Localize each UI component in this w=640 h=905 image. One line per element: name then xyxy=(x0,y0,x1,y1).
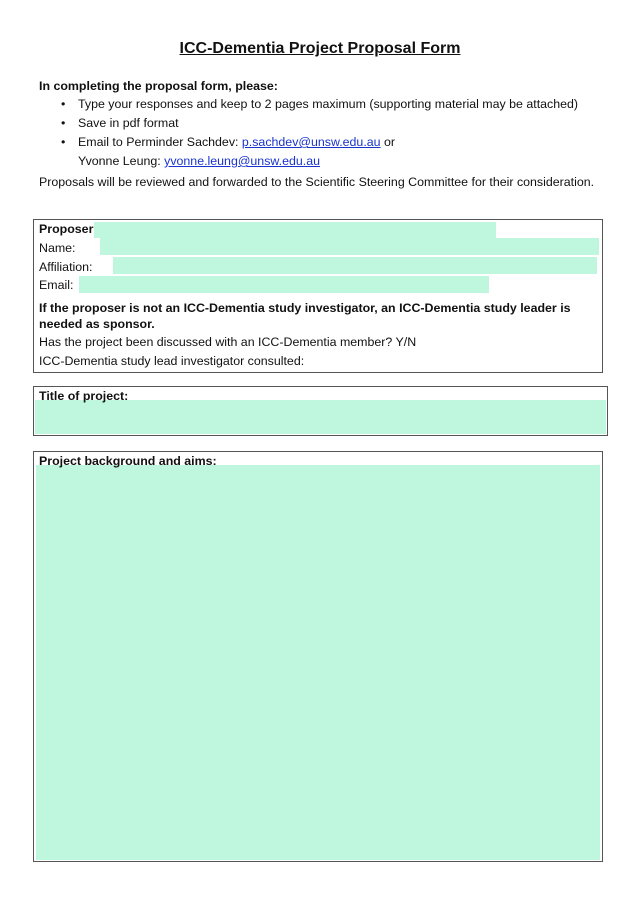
email-link-leung[interactable]: yvonne.leung@unsw.edu.au xyxy=(164,154,320,168)
name-label: Name: xyxy=(39,241,76,255)
background-input[interactable] xyxy=(36,465,600,860)
email-2-prefix-text: Yvonne Leung: xyxy=(78,154,165,168)
lead-consulted-label: ICC-Dementia study lead investigator consulted: xyxy=(39,354,305,368)
bullet-icon: • xyxy=(61,97,66,111)
background-label: Project background and aims: xyxy=(39,454,217,468)
project-title-label: Title of project: xyxy=(39,389,129,403)
instruction-item xyxy=(61,114,578,133)
project-title-box xyxy=(33,386,608,436)
instructions-list xyxy=(61,95,578,171)
instruction-text: Type your responses and keep to 2 pages maximum (supporting material may be attached) xyxy=(78,97,579,111)
sponsor-note: If the proposer is not an ICC-Dementia study investigator, an ICC-Dementia study leader is needed as sponsor. xyxy=(39,301,571,331)
email-prefix-text: Email to Perminder Sachdev: xyxy=(78,135,242,149)
proposer-box xyxy=(33,219,603,373)
name-input[interactable] xyxy=(100,238,599,255)
bullet-icon: • xyxy=(61,116,66,130)
email-link-sachdev[interactable]: p.sachdev@unsw.edu.au xyxy=(241,135,381,149)
affiliation-label: Affiliation: xyxy=(39,260,93,274)
email-label: Email: xyxy=(39,278,74,292)
affiliation-input[interactable] xyxy=(113,257,597,274)
discussed-question: Has the project been discussed with an ICC-Dementia member? Y/N xyxy=(39,335,417,349)
instruction-item xyxy=(61,95,578,114)
proposer-heading: Proposer xyxy=(39,222,94,236)
review-note: Proposals will be reviewed and forwarded to the Scientific Steering Committee for their consideration. xyxy=(39,175,595,189)
email-second-line xyxy=(78,152,578,171)
background-box xyxy=(33,451,603,862)
project-title-input[interactable] xyxy=(35,400,606,434)
instruction-text: Save in pdf format xyxy=(78,116,179,130)
proposer-input[interactable] xyxy=(94,222,496,238)
email-input[interactable] xyxy=(79,276,489,293)
page-title: ICC-Dementia Project Proposal Form xyxy=(179,40,461,57)
instruction-item-email xyxy=(61,133,578,171)
email-or-text: or xyxy=(380,135,396,149)
instructions-heading: In completing the proposal form, please: xyxy=(39,79,278,93)
bullet-icon: • xyxy=(61,135,66,149)
